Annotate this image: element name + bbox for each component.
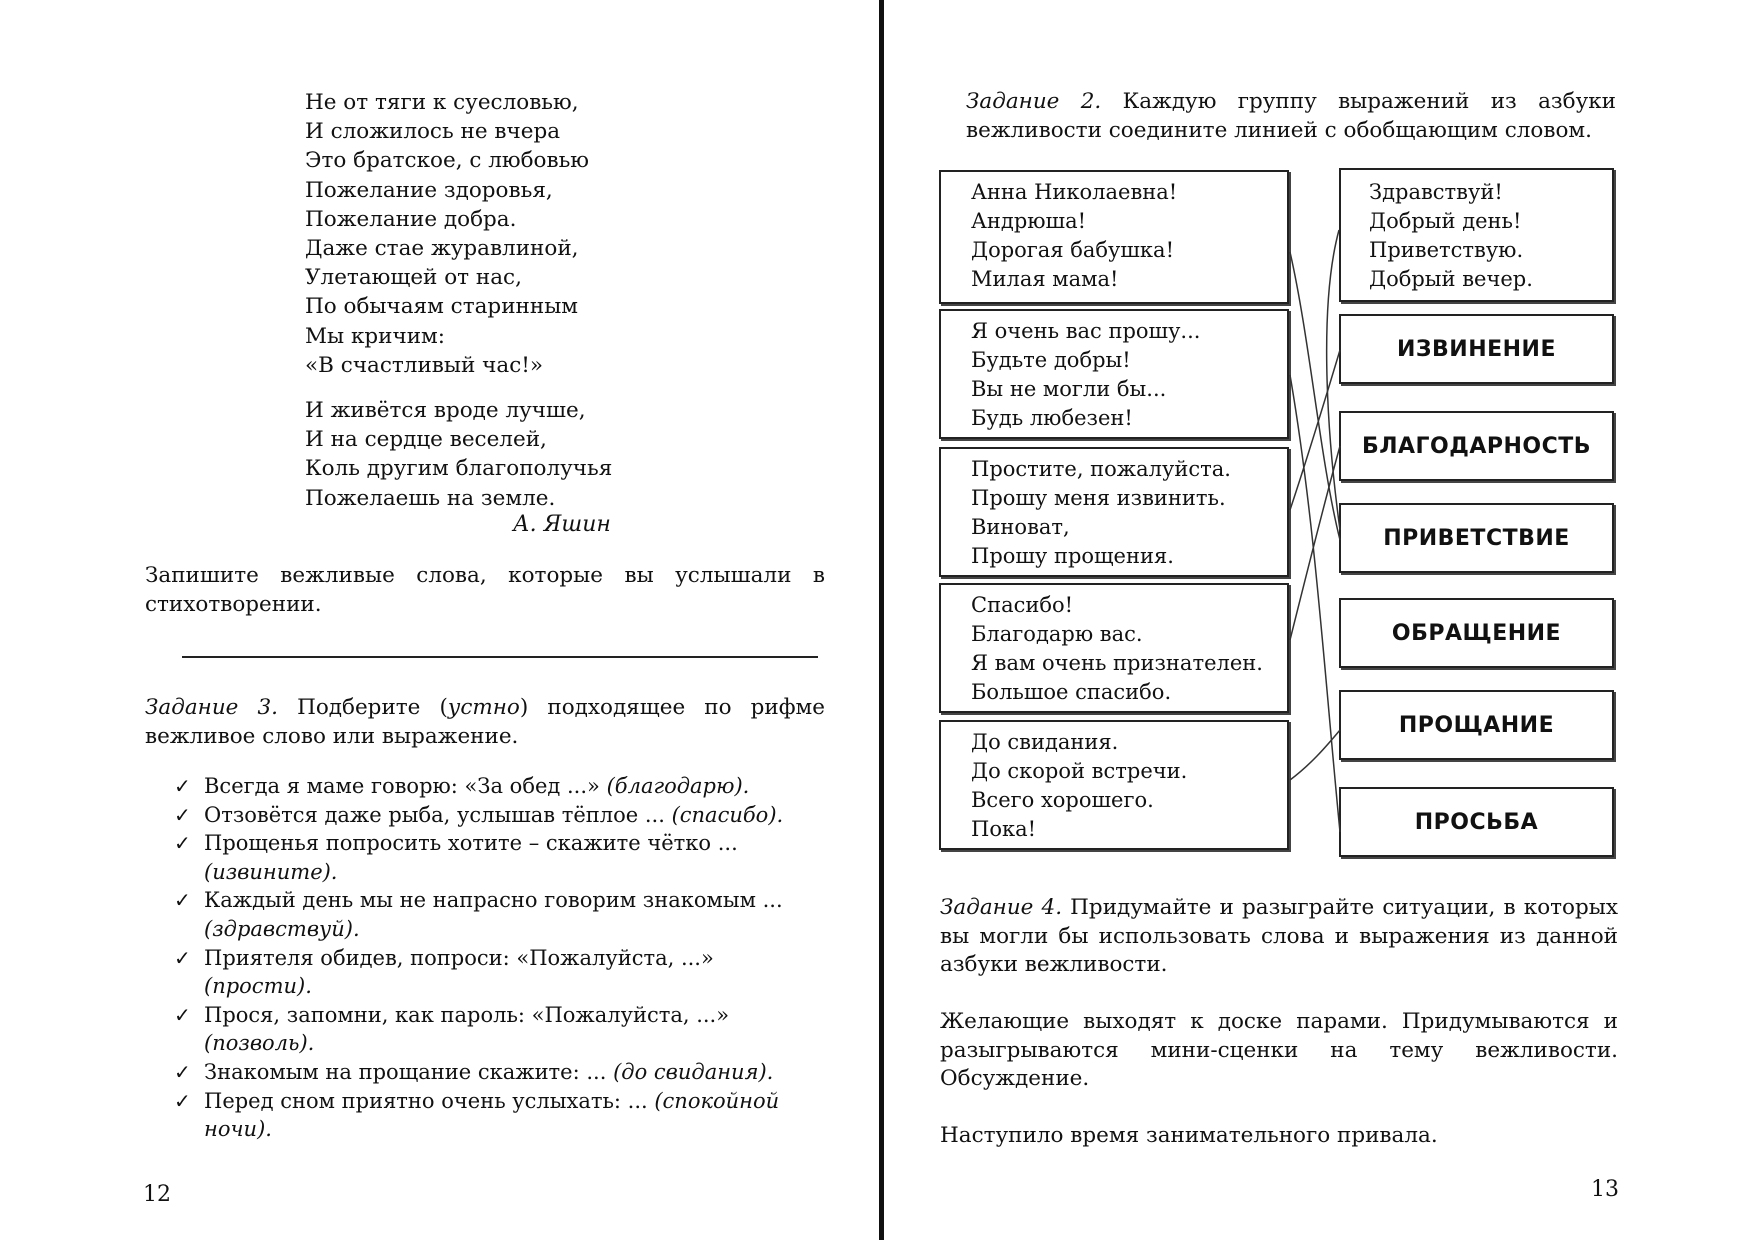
phrase: Пока! [971, 817, 1037, 841]
rhyme-answer: (до свидания). [613, 1059, 774, 1084]
task-2 [966, 88, 1616, 145]
phrase: Прошу прощения. [971, 544, 1174, 568]
task-3-text-b: ) подходящее по рифме вежливое слово или выражение. [145, 695, 825, 749]
rhyme-text: Всегда я маме говорю: «За обед ...» [204, 774, 607, 798]
poem-line: И живётся вроде лучше, [305, 398, 586, 424]
list-item [172, 1058, 824, 1087]
phrase-group-farewell[interactable] [939, 720, 1289, 850]
rhyme-text: Прощенья попросить хотите – скажите чётко ... [204, 831, 738, 856]
phrase: Спасибо! [971, 593, 1074, 617]
phrase: Будь любезен! [971, 406, 1133, 430]
phrase: Добрый день! [1369, 209, 1522, 233]
list-item [172, 1087, 824, 1144]
task-3 [145, 694, 825, 751]
rhyme-answer: (извините). [204, 859, 338, 884]
category-greeting[interactable]: ПРИВЕТСТВИЕ [1339, 503, 1614, 573]
check-icon: ✓ [174, 888, 191, 913]
phrase: Всего хорошего. [971, 788, 1154, 812]
write-task-instruction: Запишите вежливые слова, которые вы услышали в стихотворении. [145, 563, 825, 617]
check-icon: ✓ [174, 1088, 191, 1113]
poem-stanza-2 [305, 396, 612, 513]
poem-line: Пожелание здоровья, [305, 177, 553, 203]
list-item [172, 772, 824, 801]
list-item [172, 1001, 824, 1058]
rhyme-text: Перед сном приятно очень услыхать: ... [204, 1088, 655, 1113]
phrase-group-request[interactable] [939, 309, 1289, 439]
task-3-text-a: Подберите ( [278, 695, 448, 720]
rhyme-answer: (благодарю). [606, 774, 750, 798]
phrase: Милая мама! [971, 267, 1119, 291]
check-icon: ✓ [174, 831, 191, 856]
category-address[interactable]: ОБРАЩЕНИЕ [1339, 598, 1614, 668]
phrase: Добрый вечер. [1369, 267, 1533, 291]
page-number-left: 12 [143, 1182, 171, 1207]
poem-line: И сложилось не вчера [305, 119, 561, 145]
category-apology[interactable]: ИЗВИНЕНИЕ [1339, 314, 1614, 384]
poem-line: Пожелаешь на земле. [305, 485, 556, 511]
check-icon: ✓ [174, 1059, 191, 1084]
task-2-heading: Задание 2. [966, 89, 1102, 114]
phrase: Вы не могли бы... [971, 377, 1167, 401]
poem-author: А. Яшин [513, 512, 611, 537]
check-icon: ✓ [174, 774, 191, 798]
category-request[interactable]: ПРОСЬБА [1339, 787, 1614, 857]
poem-line: Коль другим благополучья [305, 456, 613, 482]
phrase: Здравствуй! [1369, 180, 1503, 204]
phrase: Простите, пожалуйста. [971, 457, 1231, 481]
phrase: Я очень вас прошу... [971, 319, 1201, 343]
rhyme-text: Отзовётся даже рыба, услышав тёплое ... [204, 802, 672, 827]
poem-line: По обычаям старинным [305, 294, 579, 320]
phrase-group-apology[interactable] [939, 447, 1289, 577]
rhyme-text: Приятеля обидев, попроси: «Пожалуйста, ...» [204, 945, 714, 970]
poem-line: Пожелание добра. [305, 206, 517, 232]
list-item [172, 944, 824, 1001]
category-gratitude[interactable]: БЛАГОДАРНОСТЬ [1339, 411, 1614, 481]
phrase: Большое спасибо. [971, 680, 1172, 704]
list-item [172, 801, 824, 830]
phrase: Дорогая бабушка! [971, 238, 1175, 262]
task-3-heading: Задание 3. [145, 695, 278, 720]
phrase: До скорой встречи. [971, 759, 1188, 783]
rhyme-text: Прося, запомни, как пароль: «Пожалуйста, ...» [204, 1002, 730, 1027]
phrase: До свидания. [971, 730, 1119, 754]
rhyme-answer: (прости). [204, 974, 312, 999]
category-farewell[interactable]: ПРОЩАНИЕ [1339, 690, 1614, 760]
phrase: Виноват, [971, 515, 1070, 539]
phrase: Благодарю вас. [971, 622, 1143, 646]
poem-line: Не от тяги к суесловью, [305, 90, 579, 115]
rhyme-answer: (позволь). [204, 1031, 315, 1056]
task-2-text: Каждую группу выражений из азбуки вежливости соедините линией с обобщающим словом. [966, 89, 1616, 143]
phrase: Анна Николаевна! [971, 180, 1178, 204]
page-number-right: 13 [1591, 1177, 1619, 1202]
poem-line: Улетающей от нас, [305, 265, 522, 291]
rhyme-text: Каждый день мы не напрасно говорим знакомым ... [204, 888, 783, 913]
poem [305, 88, 612, 513]
poem-line: И на сердце веселей, [305, 427, 547, 453]
rhyme-answer: (спокойной ночи). [204, 1088, 780, 1142]
check-icon: ✓ [174, 802, 191, 827]
activity-note: Желающие выходят к доске парами. Придумываются и разыгрываются мини-сценки на тему вежливости. Обсуждение. [940, 1009, 1618, 1091]
rhyme-list [172, 772, 824, 1144]
phrase: Андрюша! [971, 209, 1087, 233]
rhyme-answer: (спасибо). [671, 802, 784, 827]
poem-stanza-1 [305, 88, 612, 380]
break-note: Наступило время занимательного привала. [940, 1123, 1438, 1148]
rhyme-answer: (здравствуй). [204, 916, 360, 941]
rhyme-text: Знакомым на прощание скажите: ... [204, 1059, 614, 1084]
task-4-heading: Задание 4. [940, 895, 1063, 920]
phrase: Будьте добры! [971, 348, 1131, 372]
check-icon: ✓ [174, 945, 191, 970]
task-4-text: Придумайте и разыграйте ситуации, в которых вы могли бы использовать слова и выражения из данной азбуки вежливости. [940, 895, 1618, 977]
list-item [172, 886, 824, 943]
phrase: Прошу меня извинить. [971, 486, 1226, 510]
answer-line[interactable] [182, 656, 818, 658]
task-4 [940, 894, 1618, 980]
poem-line: Мы кричим: [305, 323, 446, 349]
phrase: Приветствую. [1369, 238, 1524, 262]
list-item [172, 829, 824, 886]
phrase: Я вам очень признателен. [971, 651, 1263, 675]
poem-line: Это братское, с любовью [305, 148, 590, 174]
phrase-group-greeting[interactable] [1339, 168, 1614, 302]
phrase-group-gratitude[interactable] [939, 583, 1289, 713]
task-3-text-emphasis: устно [447, 695, 520, 720]
poem-line: Даже стае журавлиной, [305, 236, 579, 262]
poem-line: «В счастливый час!» [305, 352, 544, 378]
check-icon: ✓ [174, 1002, 191, 1027]
phrase-group-address[interactable] [939, 170, 1289, 304]
